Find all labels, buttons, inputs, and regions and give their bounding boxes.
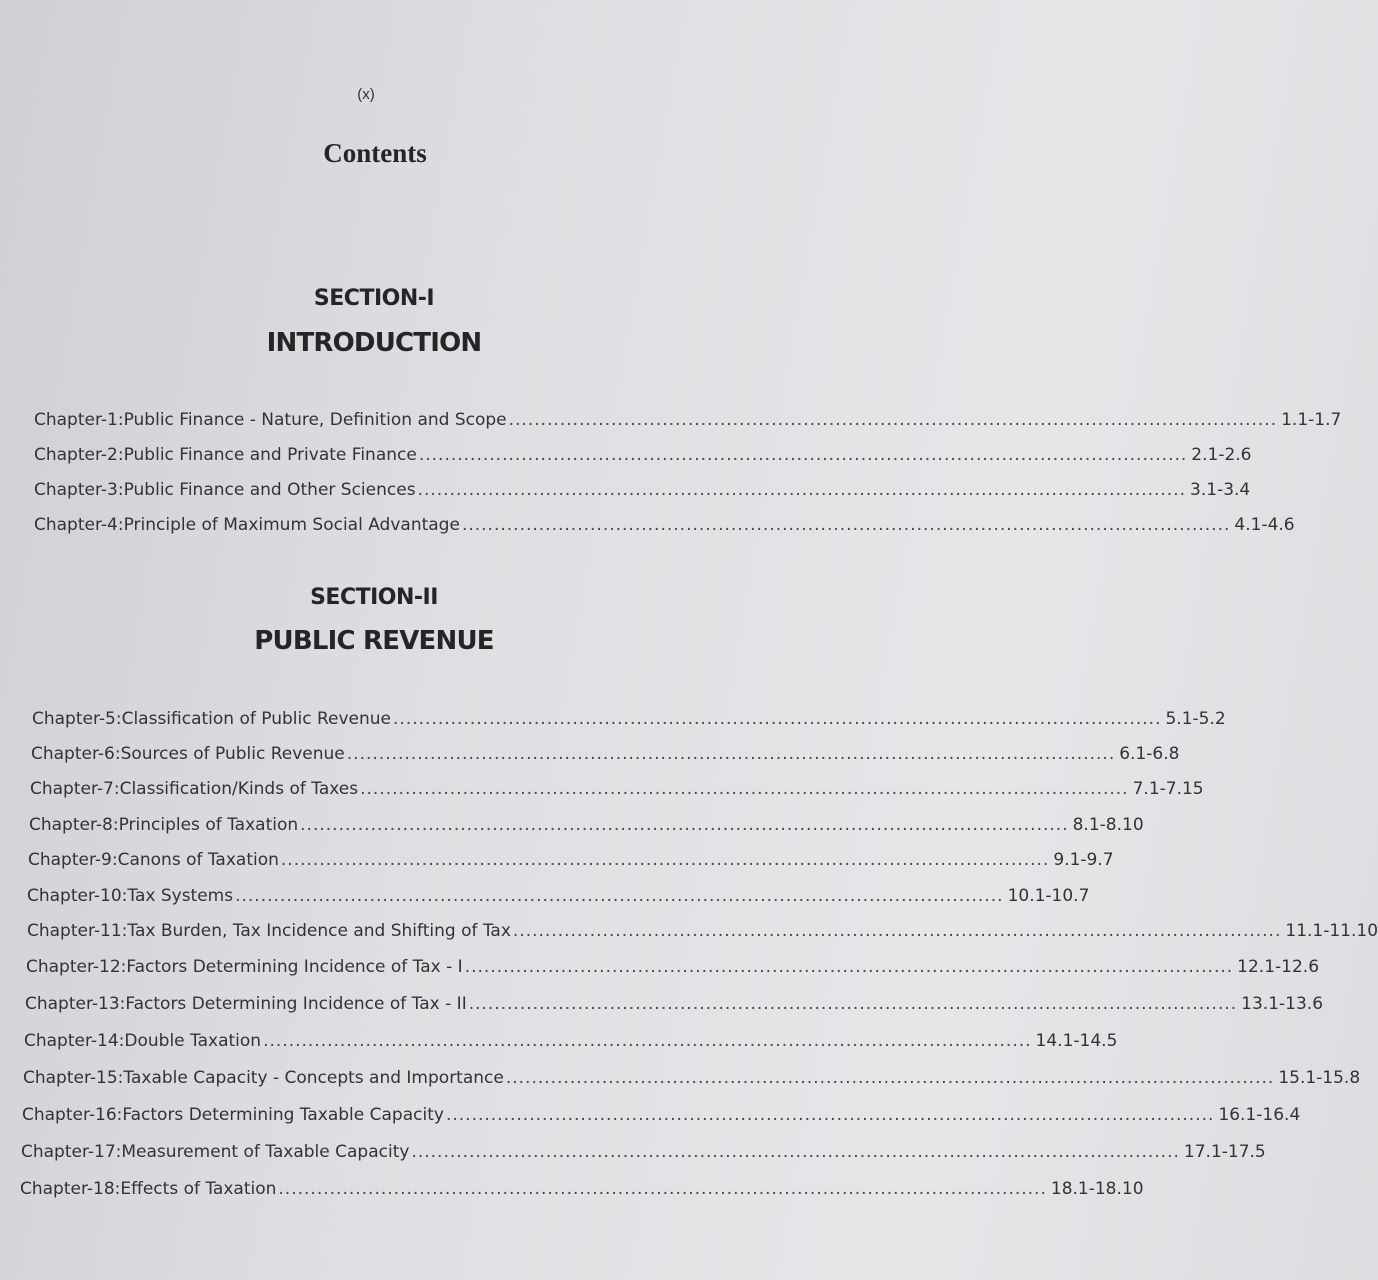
toc-entry — [29, 810, 1144, 840]
chapter-title: Canons of Taxation — [117, 850, 279, 870]
section-name: PUBLIC REVENUE — [254, 626, 494, 656]
dot-leader: ........................................................................................................................ — [512, 921, 1282, 941]
toc-entry — [31, 739, 1180, 769]
page-range: 15.1-15.8 — [1278, 1068, 1361, 1088]
toc-entry — [21, 1137, 1266, 1167]
chapter-number: Chapter-18 — [20, 1179, 115, 1199]
chapter-number: Chapter-4 — [34, 515, 118, 535]
chapter-title: Principle of Maximum Social Advantage — [123, 515, 460, 535]
separator: : — [117, 480, 124, 500]
page-range: 14.1-14.5 — [1035, 1031, 1118, 1051]
page-range: 3.1-3.4 — [1190, 480, 1251, 500]
separator: : — [117, 1068, 124, 1088]
section-name: INTRODUCTION — [266, 328, 482, 358]
dot-leader: ........................................................................................................................ — [468, 994, 1238, 1014]
toc-entry — [27, 916, 1378, 946]
toc-entry — [27, 881, 1090, 911]
separator: : — [117, 445, 124, 465]
page-range: 12.1-12.6 — [1237, 957, 1320, 977]
page-range: 4.1-4.6 — [1234, 515, 1295, 535]
toc-entry — [23, 1063, 1361, 1093]
separator: : — [119, 994, 126, 1014]
chapter-number: Chapter-8 — [29, 815, 113, 835]
chapter-title: Public Finance - Nature, Definition and Scope — [123, 410, 507, 430]
toc-entry — [20, 1174, 1144, 1204]
chapter-number: Chapter-13 — [25, 994, 120, 1014]
toc-entry — [30, 774, 1204, 804]
toc-entry — [34, 510, 1295, 540]
chapter-title: Classification/Kinds of Taxes — [119, 779, 359, 799]
chapter-number: Chapter-2 — [34, 445, 118, 465]
dot-leader: ........................................................................................................................ — [346, 744, 1116, 764]
chapter-title: Sources of Public Revenue — [120, 744, 345, 764]
separator: : — [111, 850, 118, 870]
chapter-title: Factors Determining Incidence of Tax - II — [125, 994, 467, 1014]
page-range: 16.1-16.4 — [1218, 1105, 1301, 1125]
chapter-title: Tax Systems — [127, 886, 234, 906]
separator: : — [115, 709, 122, 729]
toc-entry — [32, 704, 1226, 734]
chapter-number: Chapter-6 — [31, 744, 115, 764]
chapter-number: Chapter-7 — [30, 779, 114, 799]
dot-leader: ........................................................................................................................ — [464, 957, 1234, 977]
separator: : — [113, 779, 120, 799]
chapter-number: Chapter-16 — [22, 1105, 117, 1125]
chapter-number: Chapter-3 — [34, 480, 118, 500]
chapter-title: Effects of Taxation — [120, 1179, 277, 1199]
chapter-title: Tax Burden, Tax Incidence and Shifting of Tax — [127, 921, 511, 941]
separator: : — [121, 886, 128, 906]
page-range: 9.1-9.7 — [1053, 850, 1114, 870]
page-range: 18.1-18.10 — [1050, 1179, 1144, 1199]
dot-leader: ........................................................................................................................ — [417, 480, 1187, 500]
separator: : — [120, 957, 127, 977]
chapter-number: Chapter-11 — [27, 921, 122, 941]
toc-entry — [34, 440, 1252, 470]
page-range: 13.1-13.6 — [1241, 994, 1324, 1014]
chapter-number: Chapter-10 — [27, 886, 122, 906]
page-number: (x) — [357, 86, 375, 103]
section-label: SECTION-I — [313, 286, 435, 311]
dot-leader: ........................................................................................................................ — [411, 1142, 1180, 1162]
separator: : — [114, 1179, 121, 1199]
separator: : — [121, 921, 128, 941]
separator: : — [118, 1031, 125, 1051]
dot-leader: ........................................................................................................................ — [418, 445, 1188, 465]
dot-leader: ........................................................................................................................ — [360, 779, 1129, 799]
toc-entry — [26, 952, 1320, 982]
chapter-title: Public Finance and Other Sciences — [123, 480, 416, 500]
separator: : — [114, 744, 121, 764]
dot-leader: ........................................................................................................................ — [445, 1105, 1215, 1125]
chapter-title: Taxable Capacity - Concepts and Importance — [123, 1068, 504, 1088]
chapter-title: Classification of Public Revenue — [121, 709, 392, 729]
chapter-number: Chapter-14 — [24, 1031, 119, 1051]
dot-leader: ........................................................................................................................ — [280, 850, 1050, 870]
toc-entry — [34, 405, 1342, 435]
separator: : — [117, 410, 124, 430]
chapter-title: Measurement of Taxable Capacity — [121, 1142, 410, 1162]
chapter-number: Chapter-9 — [28, 850, 112, 870]
page-range: 6.1-6.8 — [1119, 744, 1180, 764]
chapter-title: Principles of Taxation — [118, 815, 299, 835]
chapter-title: Factors Determining Taxable Capacity — [122, 1105, 444, 1125]
chapter-title: Public Finance and Private Finance — [123, 445, 417, 465]
toc-entry — [28, 845, 1114, 875]
page-range: 11.1-11.10 — [1285, 921, 1378, 941]
toc-entry — [24, 1026, 1118, 1056]
page-range: 2.1-2.6 — [1191, 445, 1252, 465]
page-title: Contents — [323, 138, 427, 168]
separator: : — [117, 515, 124, 535]
chapter-number: Chapter-15 — [23, 1068, 118, 1088]
page-range: 10.1-10.7 — [1007, 886, 1090, 906]
dot-leader: ........................................................................................................................ — [393, 709, 1162, 729]
dot-leader: ........................................................................................................................ — [461, 515, 1231, 535]
chapter-number: Chapter-17 — [21, 1142, 116, 1162]
toc-entry — [34, 475, 1251, 505]
chapter-number: Chapter-5 — [32, 709, 116, 729]
dot-leader: ........................................................................................................................ — [278, 1179, 1047, 1199]
separator: : — [115, 1142, 122, 1162]
dot-leader: ........................................................................................................................ — [300, 815, 1069, 835]
page-range: 1.1-1.7 — [1281, 410, 1342, 430]
page-range: 17.1-17.5 — [1183, 1142, 1266, 1162]
dot-leader: ........................................................................................................................ — [263, 1031, 1032, 1051]
separator: : — [116, 1105, 123, 1125]
section-label: SECTION-II — [310, 585, 438, 610]
chapter-title: Factors Determining Incidence of Tax - I — [126, 957, 463, 977]
page-range: 5.1-5.2 — [1165, 709, 1226, 729]
toc-entry — [25, 989, 1324, 1019]
page-range: 7.1-7.15 — [1132, 779, 1204, 799]
separator: : — [112, 815, 119, 835]
dot-leader: ........................................................................................................................ — [508, 410, 1278, 430]
dot-leader: ........................................................................................................................ — [235, 886, 1004, 906]
dot-leader: ........................................................................................................................ — [505, 1068, 1275, 1088]
chapter-number: Chapter-12 — [26, 957, 121, 977]
toc-entry — [22, 1100, 1301, 1130]
chapter-title: Double Taxation — [124, 1031, 262, 1051]
page-range: 8.1-8.10 — [1072, 815, 1144, 835]
chapter-number: Chapter-1 — [34, 410, 118, 430]
